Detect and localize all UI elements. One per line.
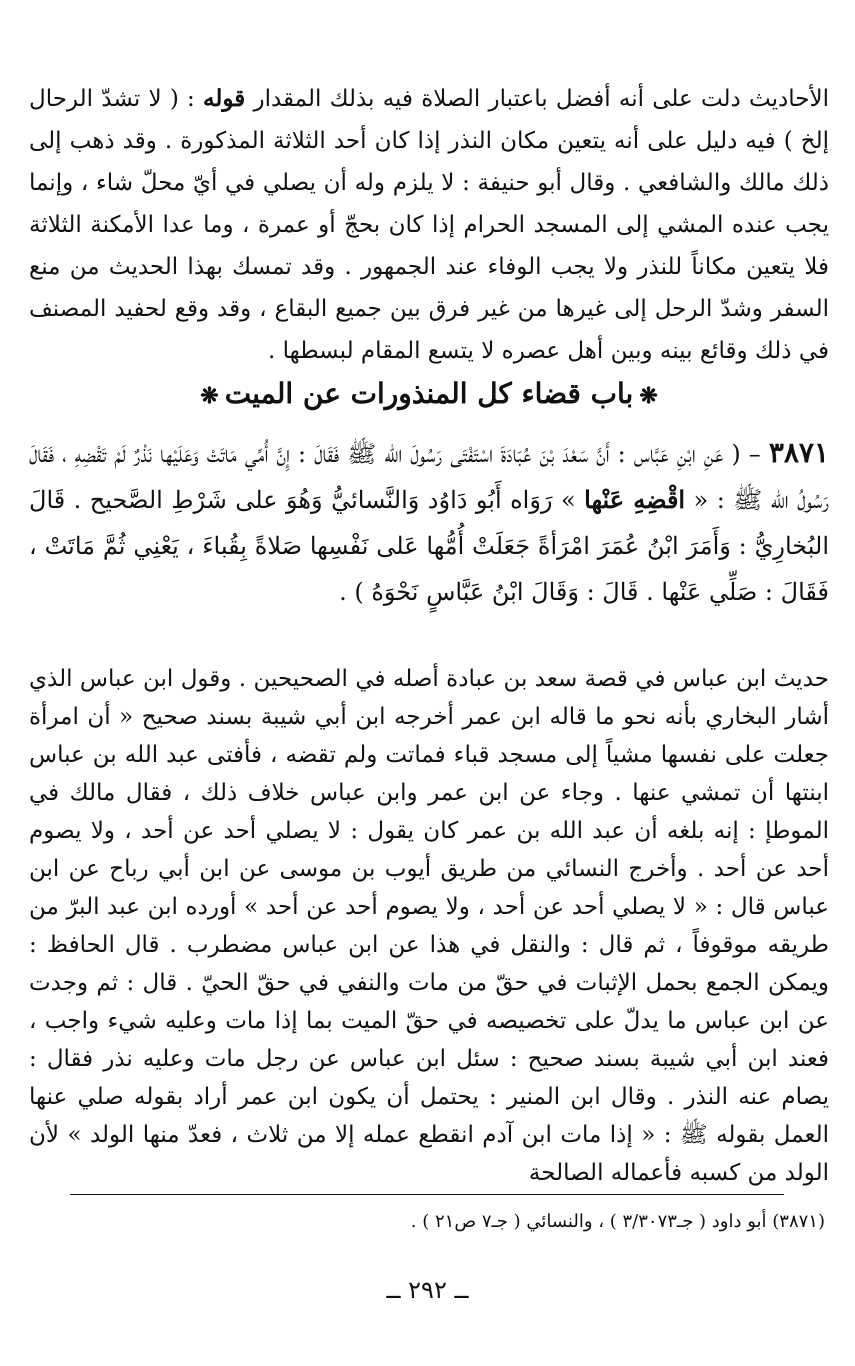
commentary-paragraph-1 [29,78,829,372]
page-number: ــ ٢٩٢ ــ [386,1276,469,1304]
footnote-divider [70,1194,784,1195]
hadith-text-b: » رَوَاه أَبُو دَاوُد وَالنَّسائيُّ وَهُوَ على شَرْطِ الصَّحيح . قَالَ البُخارِيُّ : وَأَمَرَ ابْنُ عُمَرَ امْرَأةً جَعَلَتْ أُمُّها عَلى نَفْسِها صَلاةً بِقُباءَ ، يَعْنِي ثُمَّ مَاتَتْ ، فَقَالَ : صَلِّي عَنْها . قَالَ : وَقَالَ ابْنُ عَبَّاسٍ نَحْوَهُ ) . [29,486,829,606]
star-ornament-icon: ❋ [200,383,219,409]
commentary-1-text-a: الأحاديث دلت على أنه أفضل باعتبار الصلاة فيه بذلك المقدار [245,86,829,112]
star-ornament-icon: ❋ [639,383,658,409]
chapter-heading [29,372,829,418]
commentary-paragraph-2: حديث ابن عباس في قصة سعد بن عبادة أصله في الصحيحين . وقول ابن عباس الذي أشار البخاري بأنه نحو ما قاله ابن عمر أخرجه ابن أبي شيبة بسند صحيح « أن امرأة جعلت على نفسها مشياً إلى مسجد قباء فماتت ولم تقضه ، فأفتى عبد الله بن عباس ابنتها أن تمشي عنها . وجاء عن ابن عمر وابن عباس خلاف ذلك ، فقال مالك في الموطإ : إنه بلغه أن عبد الله بن عمر كان يقول : لا يصلي أحد عن أحد ، ولا يصوم أحد عن أحد . وأخرج النسائي من طريق أيوب بن موسى عن ابن أبي رباح عن ابن عباس قال : « لا يصلي أحد عن أحد ، ولا يصوم أحد عن أحد » أورده ابن عبد البرّ من طريقه موقوفاً ، ثم قال : والنقل في هذا عن ابن عباس مضطرب . قال الحافظ : ويمكن الجمع بحمل الإثبات في حقّ من مات والنفي في حقّ الحيّ . قال : ثم وجدت عن ابن عباس ما يدلّ على تخصيصه في حقّ الميت بما إذا مات وعليه شيء واجب ، فعند ابن أبي شيبة بسند صحيح : سئل ابن عباس عن رجل مات وعليه نذر فقال : يصام عنه النذر . وقال ابن المنير : يحتمل أن يكون ابن عمر أراد بقوله صلي عنها العمل بقوله ﷺ : « إذا مات ابن آدم انقطع عمله إلا من ثلاث ، فعدّ منها الولد » لأن الولد من كسبه فأعماله الصالحة [29,666,829,1186]
hadith-text-a: – ( عَنِ ابْنِ عَبَّاس : أَنَّ سَعْدَ بْنَ عُبَادَةَ اسْتَفْتَى رَسُولَ الله ﷺ فَقَالَ : إِنَّ أُمِّي مَاتَتْ وَعَلَيْها نَذْرٌ لَمْ تَقْضِهِ ، فَقَالَ رَسُولُ الله ﷺ : « [29,440,829,514]
hadith-paragraph [29,430,829,615]
hadith-number: ٣٨٧١ [768,436,829,469]
commentary-1-keyword: قوله [203,85,246,112]
footnote: (٣٨٧١) أبو داود ( جـ٣/٣٠٧٣ ) ، والنسائي ( جـ٧ ص٢١ ) . [410,1211,825,1232]
commentary-1-text-b: : ( لا تشدّ الرحال إلخ ) فيه دليل على أنه يتعين مكان النذر إذا كان أحد الثلاثة المذكورة . وقد ذهب إلى ذلك مالك والشافعي . وقال أبو حنيفة : لا يلزم وله أن يصلي في أيّ محلّ شاء ، وإنما يجب عنده المشي إلى المسجد الحرام إذا كان بحجّ أو عمرة ، وما عدا الأمكنة الثلاثة فلا يتعين مكاناً للنذر ولا يجب الوفاء عند الجمهور . وقد تمسك بهذا الحديث من منع السفر وشدّ الرحل إلى غيرها من غير فرق بين جميع البقاع ، وقد وقع لحفيد المصنف في ذلك وقائع بينه وبين أهل عصره لا يتسع المقام لبسطها . [29,86,829,364]
hadith-prophet-words: اقْضِهِ عَنْها [584,485,686,514]
chapter-title: باب قضاء كل المنذورات عن الميت [224,377,634,410]
